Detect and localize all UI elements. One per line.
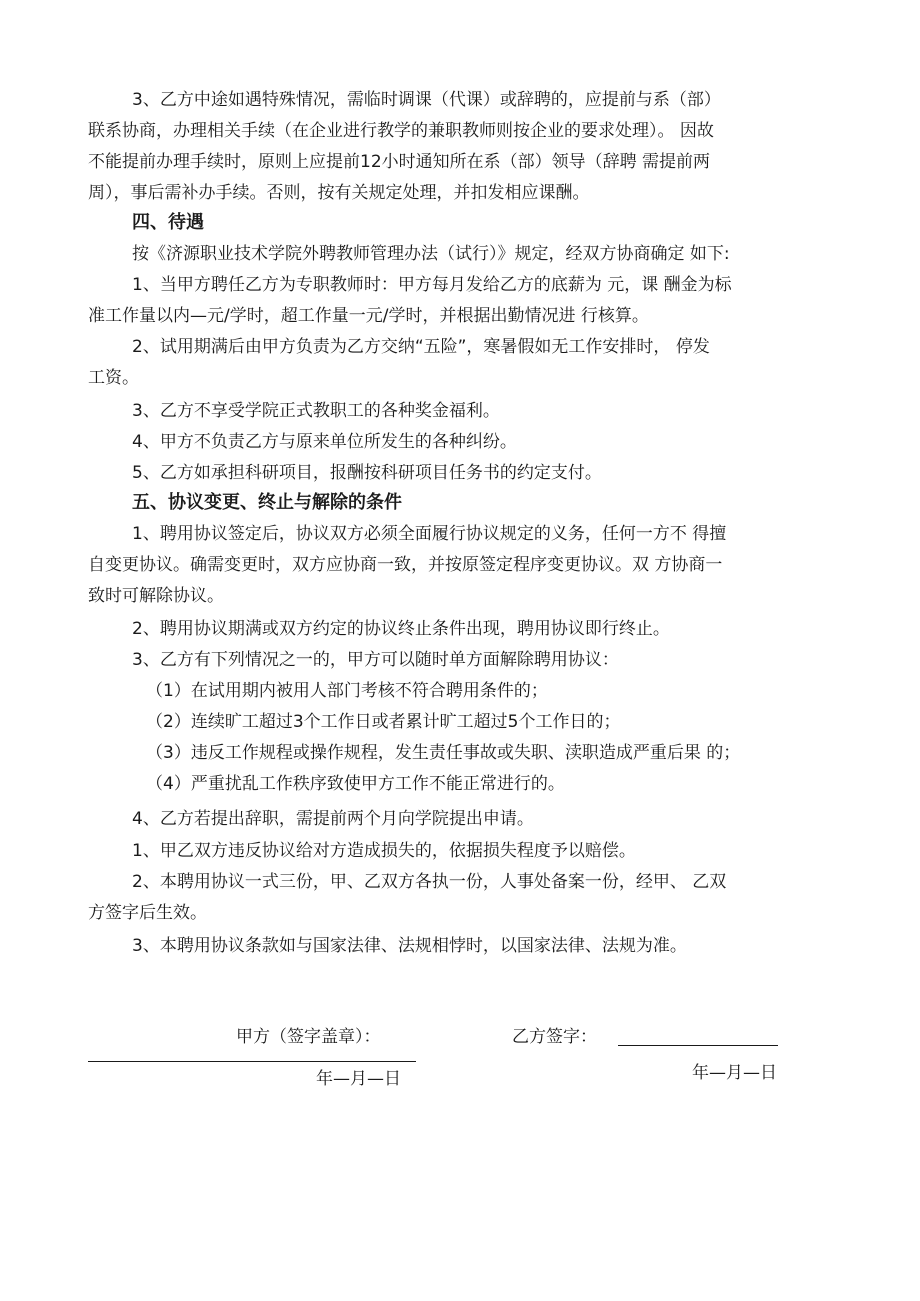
- section-5-sub-2: （2）连续旷工超过3个工作日或者累计旷工超过5个工作日的；: [146, 712, 621, 732]
- section-5-sub-3: （3）违反工作规程或操作规程，发生责任事故或失职、渎职造成严重后果 的；: [146, 743, 741, 763]
- section-4-item-1-line-2: 准工作量以内—元/学时，超工作量一元/学时，并根据出勤情况进 行核算。: [88, 306, 649, 326]
- party-b-signature-field[interactable]: [618, 1024, 778, 1050]
- section-4-item-3: 3、乙方不享受学院正式教职工的各种奖金福利。: [132, 401, 500, 421]
- section-5-item-1-line-3: 致时可解除协议。: [88, 586, 224, 606]
- section-4-item-5: 5、乙方如承担科研项目，报酬按科研项目任务书的约定支付。: [132, 463, 602, 483]
- party-a-signature-label: 甲方（签字盖章）：: [236, 1027, 381, 1047]
- section-4-item-1-line-1: 1、当甲方聘任乙方为专职教师时：甲方每月发给乙方的底薪为 元，课 酬金为标: [132, 275, 732, 295]
- section-4-intro: 按《济源职业技术学院外聘教师管理办法（试行）》规定，经双方协商确定 如下:: [132, 244, 730, 264]
- section-5-item-3: 3、乙方有下列情况之一的，甲方可以随时单方面解除聘用协议：: [132, 650, 619, 670]
- clause-3-line-4: 周），事后需补办手续。否则，按有关规定处理，并扣发相应课酬。: [88, 183, 590, 203]
- liability-item-2-line-2: 方签字后生效。: [88, 903, 207, 923]
- party-a-date: 年—月—日: [316, 1069, 401, 1089]
- section-4-item-4: 4、甲方不负责乙方与原来单位所发生的各种纠纷。: [132, 432, 517, 452]
- section-5-heading: 五、协议变更、终止与解除的条件: [132, 492, 402, 513]
- party-b-signature-label: 乙方签字：: [512, 1027, 597, 1047]
- section-5-sub-1: （1）在试用期内被用人部门考核不符合聘用条件的；: [146, 681, 548, 701]
- clause-3-line-2: 联系协商，办理相关手续（在企业进行教学的兼职教师则按企业的要求处理）。 因故: [88, 121, 714, 141]
- section-5-item-1-line-1: 1、聘用协议签定后，协议双方必须全面履行协议规定的义务，任何一方不 得擅: [132, 524, 727, 544]
- section-4-item-2-line-1: 2、试用期满后由甲方负责为乙方交纳“五险”，寒暑假如无工作安排时， 停发: [132, 337, 710, 357]
- section-5-sub-4: （4）严重扰乱工作秩序致使甲方工作不能正常进行的。: [146, 774, 565, 794]
- section-5-item-2: 2、聘用协议期满或双方约定的协议终止条件出现，聘用协议即行终止。: [132, 619, 670, 639]
- liability-item-3: 3、本聘用协议条款如与国家法律、法规相悖时，以国家法律、法规为准。: [132, 936, 687, 956]
- party-b-date: 年—月—日: [692, 1063, 777, 1083]
- section-5-item-1-line-2: 自变更协议。确需变更时，双方应协商一致，并按原签定程序变更协议。双 方协商一: [88, 555, 723, 575]
- clause-3-line-1: 3、乙方中途如遇特殊情况，需临时调课（代课）或辞聘的，应提前与系（部）: [132, 90, 721, 110]
- liability-item-2-line-1: 2、本聘用协议一式三份，甲、乙双方各执一份，人事处备案一份，经甲、 乙双: [132, 872, 727, 892]
- section-5-item-4: 4、乙方若提出辞职，需提前两个月向学院提出申请。: [132, 809, 534, 829]
- party-a-signature-line: [88, 1061, 416, 1062]
- clause-3-line-3: 不能提前办理手续时，原则上应提前12小时通知所在系（部）领导（辞聘 需提前两: [88, 152, 711, 172]
- liability-item-1: 1、甲乙双方违反协议给对方造成损失的，依据损失程度予以赔偿。: [132, 841, 636, 861]
- section-4-item-2-line-2: 工资。: [88, 368, 139, 388]
- section-4-heading: 四、待遇: [132, 212, 204, 233]
